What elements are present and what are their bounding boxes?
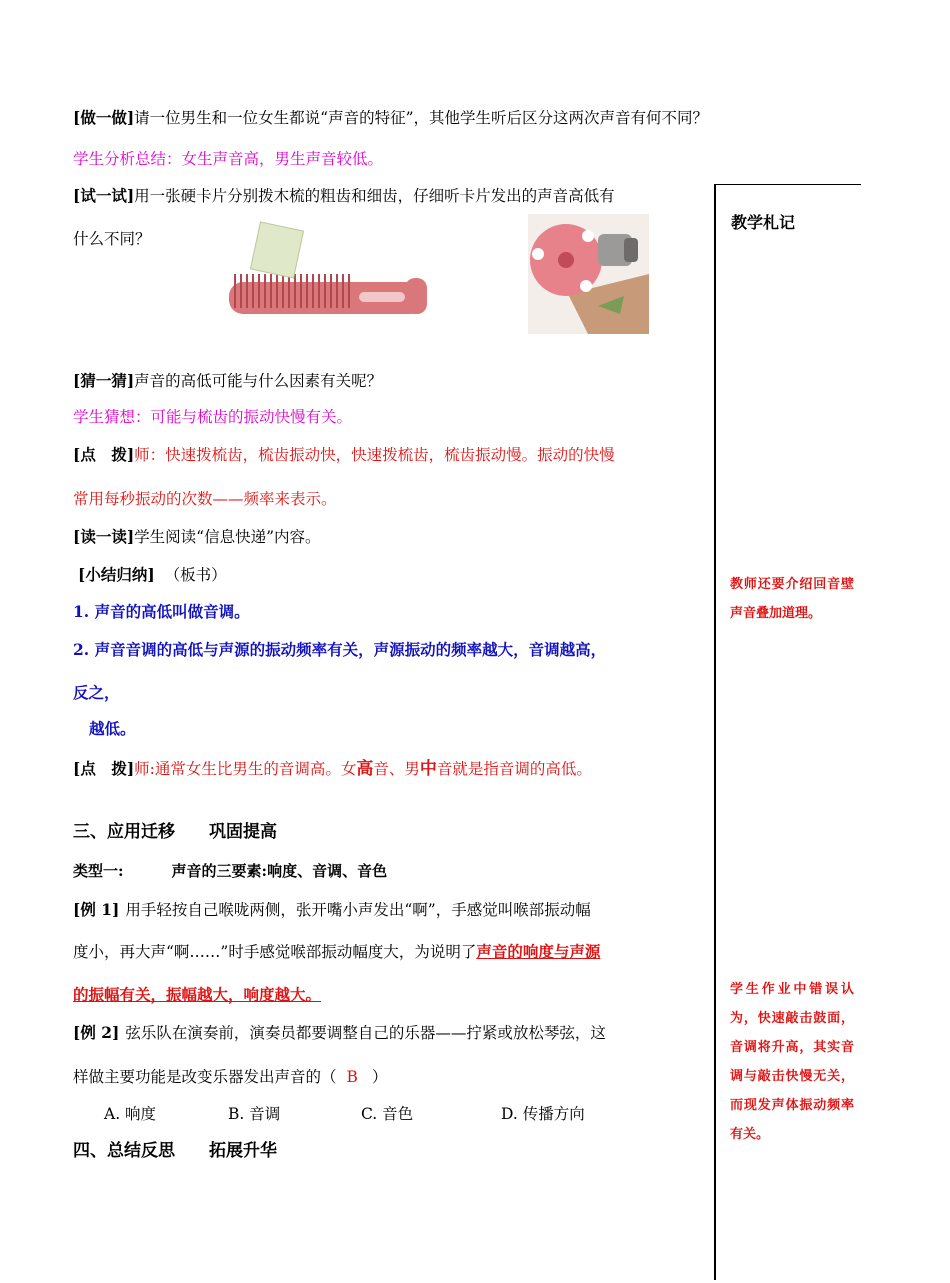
student-analysis: 学生分析总结：女生声音高，男生声音较低。 bbox=[73, 150, 384, 168]
hint-2-c: 音、男 bbox=[373, 760, 420, 778]
tag-guess: [猜一猜] bbox=[73, 371, 135, 390]
summary-point-1: 1. 声音的高低叫做音调。 bbox=[73, 602, 250, 621]
side-note-2: 学生作业中错误认为，快速敲击鼓面，音调将升高，其实音调与敲击快慢无关，而现发声体振动频率有关。 bbox=[730, 982, 854, 1142]
tag-do-it: [做一做] bbox=[73, 108, 135, 127]
choice-a: A. 响度 bbox=[104, 1105, 157, 1123]
line-read bbox=[73, 527, 321, 547]
example-1-text-1: 用手轻按自己喉咙两侧，张开嘴小声发出“啊”，手感觉叫喉部振动幅 bbox=[125, 901, 591, 919]
choice-b: B. 音调 bbox=[228, 1105, 281, 1123]
line-guess bbox=[73, 371, 382, 391]
tag-read: [读一读] bbox=[73, 527, 135, 546]
example-2-line-1 bbox=[73, 1023, 606, 1043]
disc-svg bbox=[528, 214, 649, 334]
disc-image bbox=[528, 214, 649, 334]
type-1-label: 类型一: bbox=[73, 862, 124, 880]
hint-1-text: 师：快速拨梳齿，梳齿振动快，快速拨梳齿，梳齿振动慢。振动的快慢 bbox=[134, 446, 615, 464]
tag-example-1: [例 1] bbox=[73, 900, 120, 919]
tag-summary: [小结归纳] bbox=[78, 565, 155, 584]
try-it-text-cont: 什么不同？ bbox=[73, 230, 151, 248]
example-2-close: ） bbox=[371, 1068, 388, 1086]
tag-hint-2: [点 拨] bbox=[73, 759, 135, 778]
choice-d: D. 传播方向 bbox=[501, 1105, 585, 1123]
do-it-text: 请一位男生和一位女生都说“声音的特征”，其他学生听后区分这两次声音有何不同？ bbox=[134, 109, 709, 127]
example-2-text-2: 样做主要功能是改变乐器发出声音的（ bbox=[73, 1068, 337, 1086]
hint-2-d: 中 bbox=[419, 759, 437, 779]
section-4-heading: 四、总结反思 拓展升华 bbox=[73, 1141, 277, 1161]
example-1-answer-2: 的振幅有关，振幅越大，响度越大。 bbox=[73, 985, 322, 1004]
comb-svg bbox=[225, 216, 430, 321]
tag-example-2: [例 2] bbox=[73, 1023, 120, 1042]
hint-2-b: 高 bbox=[356, 759, 374, 779]
section-3-heading: 三、应用迁移 巩固提高 bbox=[73, 822, 277, 842]
example-1-line-2 bbox=[73, 942, 600, 962]
example-1-line-1 bbox=[73, 900, 591, 920]
guess-text: 声音的高低可能与什么因素有关呢？ bbox=[134, 372, 383, 390]
hint-1-text-cont: 常用每秒振动的次数——频率来表示。 bbox=[73, 490, 337, 508]
tag-try-it: [试一试] bbox=[73, 186, 135, 205]
summary-board: （板书） bbox=[164, 566, 227, 584]
summary-point-2-cont: 反之， bbox=[73, 683, 120, 702]
summary-point-2-end: 越低。 bbox=[89, 719, 136, 738]
type-1-line bbox=[73, 861, 387, 881]
example-2-text-1: 弦乐队在演奏前，演奏员都要调整自己的乐器——拧紧或放松琴弦，这 bbox=[125, 1024, 606, 1042]
hint-2-e: 音就是指音调的高低。 bbox=[436, 760, 592, 778]
side-column-title: 教学札记 bbox=[731, 213, 796, 232]
line-do-it bbox=[73, 108, 708, 128]
example-2-answer: B bbox=[346, 1068, 358, 1086]
comb-image bbox=[225, 216, 430, 321]
student-guess: 学生猜想：可能与梳齿的振动快慢有关。 bbox=[73, 408, 353, 426]
hint-2-a: 师:通常女生比男生的音调高。女 bbox=[134, 760, 357, 778]
read-text: 学生阅读“信息快递”内容。 bbox=[134, 528, 321, 546]
line-hint-1 bbox=[73, 445, 615, 465]
line-hint-2 bbox=[73, 759, 592, 779]
example-1-text-2: 度小，再大声“啊……”时手感觉喉部振动幅度大，为说明了 bbox=[73, 943, 477, 961]
example-1-answer-1: 声音的响度与声源 bbox=[476, 942, 601, 961]
example-2-choices bbox=[104, 1104, 585, 1124]
example-2-line-2 bbox=[73, 1067, 387, 1087]
summary-point-2: 2. 声音音调的高低与声源的振动频率有关，声源振动的频率越大，音调越高， bbox=[73, 640, 607, 659]
choice-c: C. 音色 bbox=[361, 1105, 414, 1123]
line-summary bbox=[78, 565, 227, 585]
type-1-text: 声音的三要素:响度、音调、音色 bbox=[171, 862, 388, 880]
side-note-1: 教师还要介绍回音壁声音叠加道理。 bbox=[730, 577, 854, 621]
line-try-it bbox=[73, 186, 615, 206]
tag-hint-1: [点 拨] bbox=[73, 445, 135, 464]
try-it-text: 用一张硬卡片分别拨木梳的粗齿和细齿，仔细听卡片发出的声音高低有 bbox=[134, 187, 615, 205]
